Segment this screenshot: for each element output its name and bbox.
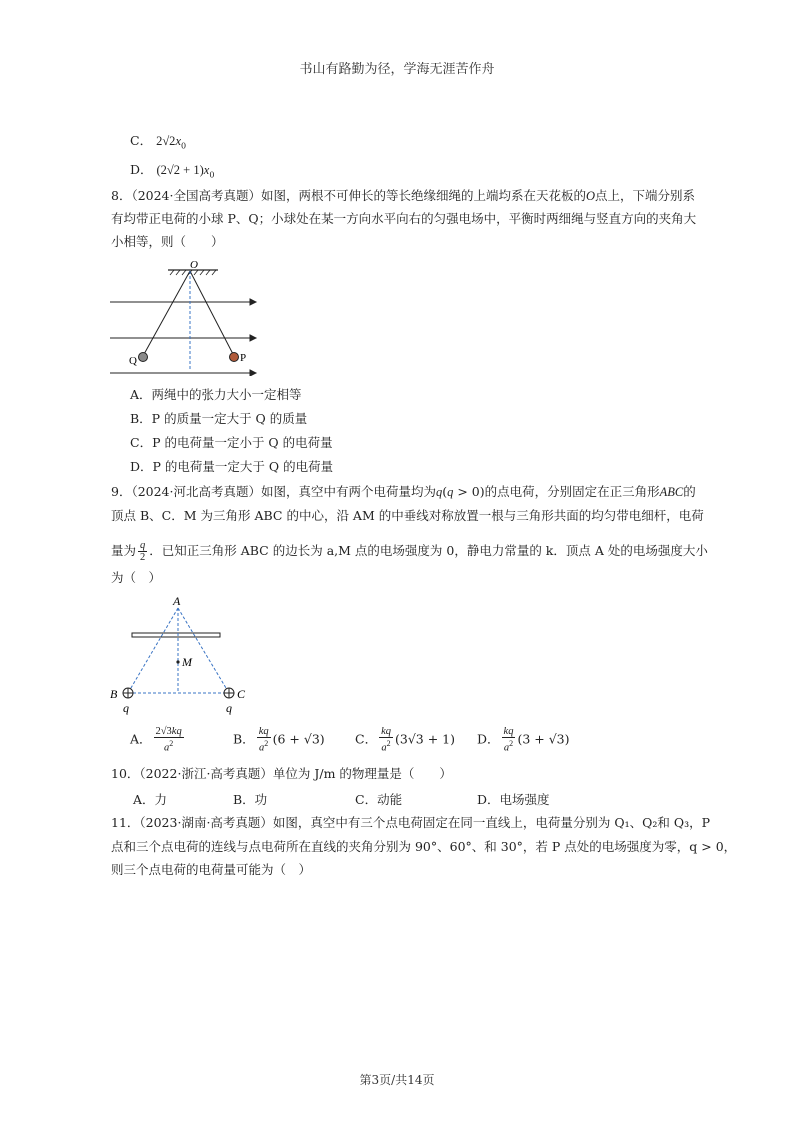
q9-stem-line2: 顶点 B、C．M 为三角形 ABC 的中心，沿 AM 的中垂线对称放置一根与三角形共面的均匀带电细杆，电荷 xyxy=(111,508,704,523)
q8-option-b: B．P 的质量一定大于 Q 的质量 xyxy=(130,411,308,426)
q10-option-c: C．动能 xyxy=(355,792,403,807)
header-motto: 书山有路勤为径，学海无涯苦作舟 xyxy=(299,62,495,77)
q8-label-O: O xyxy=(190,259,198,271)
q11-stem-line1: 11．（2023·湖南·高考真题）如图，真空中有三个点电荷固定在同一直线上，电荷量分别为 Q₁、Q₂和 Q₃，P xyxy=(111,815,711,830)
q9-option-a: A． $\frac{2√3kq}{a^2}$ xyxy=(130,726,182,754)
q9-label-B: B xyxy=(110,687,118,701)
q8-stem-line1: 8．（2024·全国高考真题）如图，两根不可伸长的等长绝缘细绳的上端均系在天花板的O点上，下端分别系 xyxy=(111,188,696,203)
q8-stem-line3: 小相等，则（ ） xyxy=(111,234,224,249)
q10-stem: 10．（2022·浙江·高考真题）单位为 J/m 的物理量是（ ） xyxy=(111,766,452,781)
q8-stem-line2: 有均带正电荷的小球 P、Q；小球处在某一方向水平向右的匀强电场中，平衡时两细绳与竖直方向的夹角大 xyxy=(111,211,697,226)
q10-option-b: B．功 xyxy=(233,792,268,807)
q10-option-d: D．电场强度 xyxy=(477,792,550,807)
q10-option-a: A．力 xyxy=(133,792,168,807)
q9-option-c: C． $\frac{kq}{a^2}$ (3√3 + 1) xyxy=(355,726,455,754)
q9-stem-line1: 9．（2024·河北高考真题）如图，真空中有两个电荷量均为q(q > 0)的点电荷，分别固定在正三角形ABC的 xyxy=(111,484,696,499)
q8-option-a: A．两绳中的张力大小一定相等 xyxy=(130,387,302,402)
q9-charge-b xyxy=(123,688,133,698)
q9-charged-rod xyxy=(132,633,220,637)
q9-label-M: M xyxy=(182,655,192,669)
q8-ball-p xyxy=(230,353,239,362)
q9-charge-c xyxy=(224,688,234,698)
q7-option-d: D． $(2√2 + 1)x_0$ xyxy=(130,162,215,180)
q8-ball-q xyxy=(139,353,148,362)
q9-label-A: A xyxy=(173,594,181,608)
q9-label-C: C xyxy=(237,687,246,701)
q9-option-b: B． $\frac{kq}{a^2}$ (6 + √3) xyxy=(233,726,325,754)
page-number: 第3页/共14页 xyxy=(359,1073,435,1087)
q9-label-q2: q xyxy=(226,701,232,715)
q11-stem-line3: 则三个点电荷的电荷量可能为（ ） xyxy=(111,862,312,877)
q8-figure xyxy=(108,258,258,376)
q8-label-P: P xyxy=(240,352,247,364)
q9-stem-line4: 为（ ） xyxy=(111,570,162,585)
q7-option-c: C． $2√2x_0$ xyxy=(130,133,187,151)
q8-label-Q: Q xyxy=(129,355,137,367)
q9-label-q1: q xyxy=(123,701,129,715)
q9-figure xyxy=(108,592,248,716)
q9-option-d: D． $\frac{kq}{a^2}$ (3 + √3) xyxy=(477,726,570,754)
q8-option-c: C．P 的电荷量一定小于 Q 的电荷量 xyxy=(130,435,333,450)
q11-stem-line2: 点和三个点电荷的连线与点电荷所在直线的夹角分别为 90°、60°、和 30°，若 P 点处的电场强度为零，q > 0， xyxy=(111,839,737,854)
q9-stem-line3: 量为 $\frac{q}{2}$ ．已知正三角形 ABC 的边长为 a,M 点的电场强度为 0，静电力常量的 k．顶点 A 处的电场强度大小 xyxy=(111,540,708,563)
q8-option-d: D．P 的电荷量一定大于 Q 的电荷量 xyxy=(130,459,334,474)
